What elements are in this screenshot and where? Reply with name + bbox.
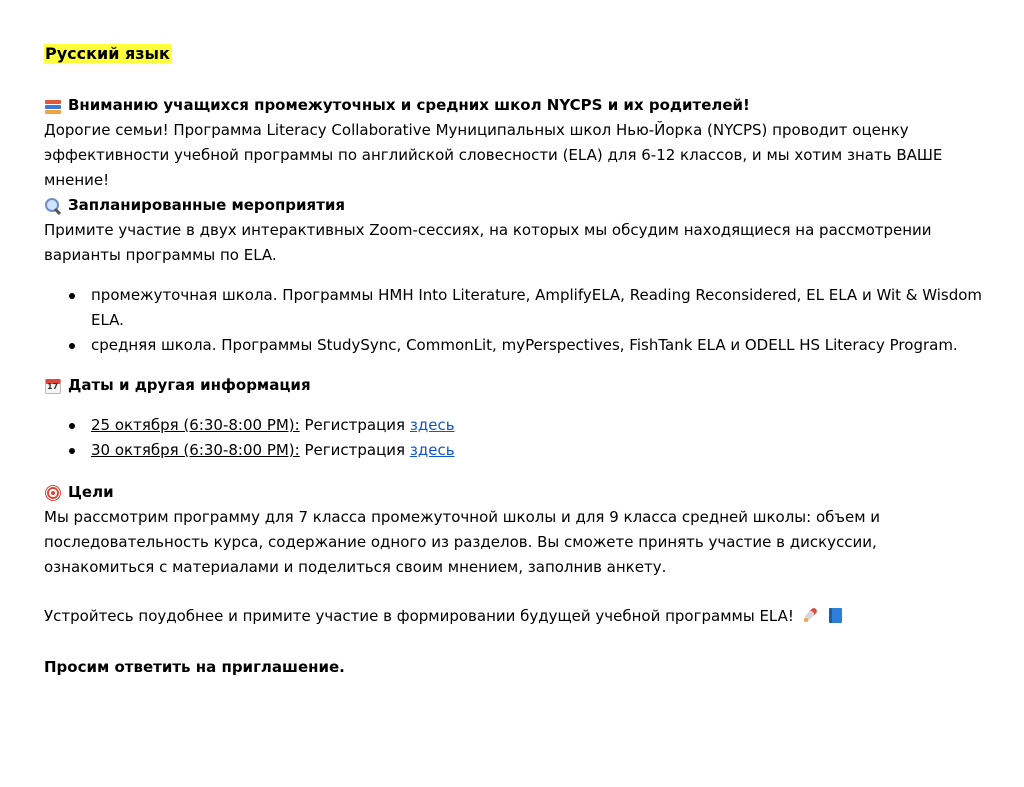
list-item <box>44 283 984 333</box>
bullet <box>69 423 75 429</box>
search-icon <box>44 197 62 215</box>
date-text: 30 октября (6:30-8:00 PM): <box>91 441 300 459</box>
target-icon <box>44 484 62 502</box>
events-title <box>44 193 984 218</box>
language-label: Русский язык <box>45 44 170 63</box>
goals-title <box>44 480 984 505</box>
date-text: 25 октября (6:30-8:00 PM): <box>91 416 300 434</box>
goals-title-text: Цели <box>68 483 114 501</box>
goals-text: Мы рассмотрим программу для 7 класса промежуточной школы и для 9 класса средней школы: объем и последовательность курса, содержание одного из разделов. Вы сможете принять участие в дискуссии, ознакомиться с материалами и поделиться своим мнением, заполнив анкету. <box>44 508 881 576</box>
closing-section <box>44 604 984 629</box>
calendar-icon <box>44 377 62 395</box>
events-title-text: Запланированные мероприятия <box>68 196 346 214</box>
closing-text: Устройтесь поудобнее и примите участие в формировании будущей учебной программы ELA! <box>44 607 794 625</box>
list-item <box>44 438 984 463</box>
rocket-icon <box>803 607 819 623</box>
intro-section <box>44 93 984 193</box>
rsvp-section <box>44 655 984 680</box>
list-item <box>44 333 984 358</box>
bullet <box>69 293 75 299</box>
registration-text: Регистрация <box>304 416 406 434</box>
event-item-text: средняя школа. Программы StudySync, CommonLit, myPerspectives, FishTank ELA и ODELL HS Literacy Program. <box>91 336 958 354</box>
dates-title <box>44 373 984 398</box>
dates-title-text: Даты и другая информация <box>68 376 311 394</box>
bullet <box>69 343 75 349</box>
intro-text: Дорогие семьи! Программа Literacy Collaborative Муниципальных школ Нью-Йорка (NYCPS) проводит оценку эффективности учебной программы по английской словесности (ELA) для 6-12 классов, и мы хотим знать ВАШЕ мнение! <box>44 121 943 189</box>
events-text: Примите участие в двух интерактивных Zoom-сессиях, на которых мы обсудим находящиеся на рассмотрении варианты программы по ELA. <box>44 221 932 264</box>
events-section <box>44 193 984 358</box>
blue-book-icon <box>827 607 843 623</box>
events-list <box>44 283 984 358</box>
bullet <box>69 448 75 454</box>
registration-link[interactable]: здесь <box>409 441 455 459</box>
goals-section <box>44 480 984 580</box>
books-icon <box>44 97 62 115</box>
dates-section <box>44 373 984 463</box>
list-item <box>44 413 984 438</box>
event-item-text: промежуточная школа. Программы HMH Into Literature, AmplifyELA, Reading Reconsidered, EL ELA и Wit & Wisdom ELA. <box>91 286 983 329</box>
intro-title <box>44 93 984 118</box>
dates-list <box>44 413 984 463</box>
closing-paragraph <box>44 604 984 629</box>
registration-link[interactable]: здесь <box>409 416 455 434</box>
registration-text: Регистрация <box>304 441 406 459</box>
language-heading <box>44 42 171 66</box>
rsvp-text: Просим ответить на приглашение. <box>44 658 345 676</box>
intro-title-text: Вниманию учащихся промежуточных и средних школ NYCPS и их родителей! <box>68 96 750 114</box>
